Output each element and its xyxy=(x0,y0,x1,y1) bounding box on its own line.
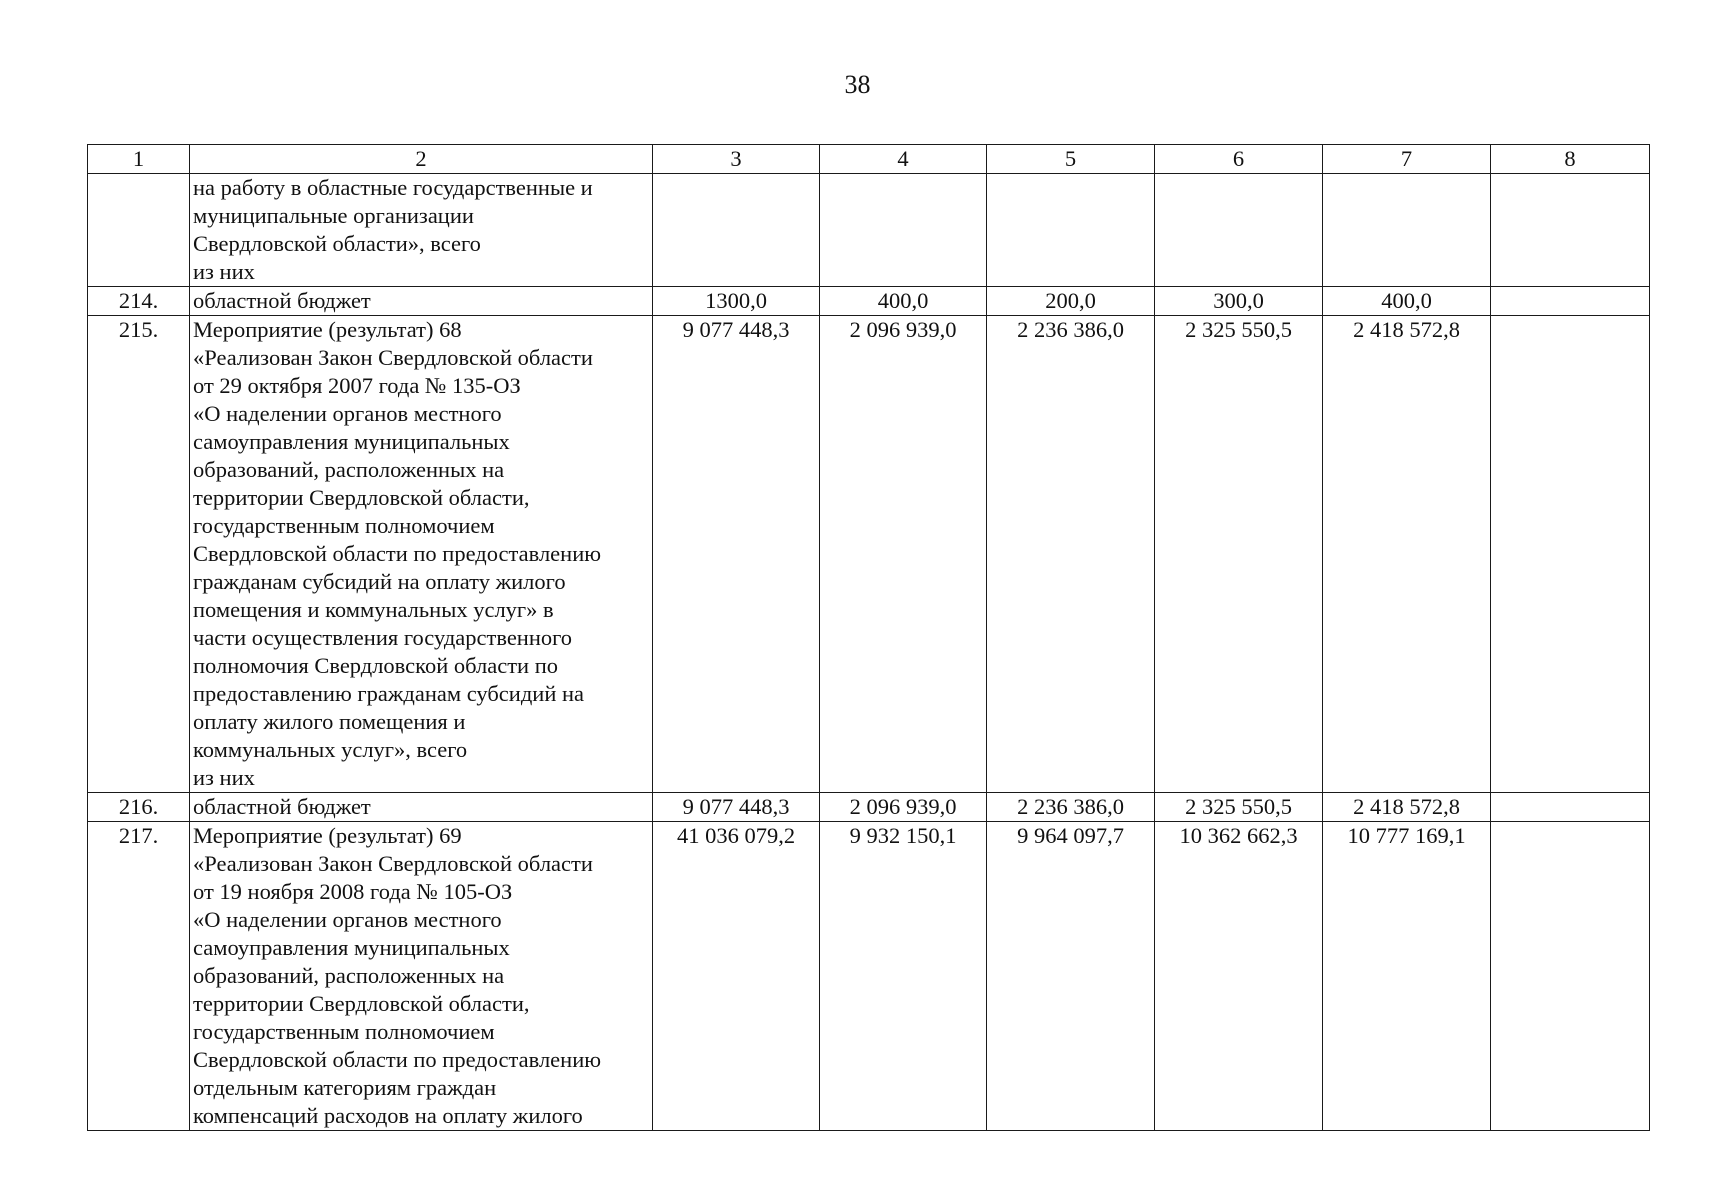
description-line: муниципальные организации xyxy=(193,203,474,228)
value-col-7 xyxy=(1323,174,1491,287)
value-col-7: 10 777 169,1 xyxy=(1323,822,1491,1131)
row-description xyxy=(190,287,653,316)
value-col-6: 2 325 550,5 xyxy=(1155,793,1323,822)
description-line: на работу в областные государственные и xyxy=(193,175,593,200)
description-line: гражданам субсидий на оплату жилого xyxy=(193,569,566,594)
value-col-7: 2 418 572,8 xyxy=(1323,793,1491,822)
row-number xyxy=(88,174,190,287)
value-col-8 xyxy=(1491,793,1650,822)
value-col-5: 9 964 097,7 xyxy=(987,822,1155,1131)
description-line: территории Свердловской области, xyxy=(193,991,530,1016)
description-line: коммунальных услуг», всего xyxy=(193,737,468,762)
description-line: областной бюджет xyxy=(193,288,371,313)
row-number: 215. xyxy=(88,316,190,793)
description-line: от 29 октября 2007 года № 135-ОЗ xyxy=(193,373,521,398)
value-col-4: 9 932 150,1 xyxy=(820,822,987,1131)
value-col-4 xyxy=(820,174,987,287)
table-row xyxy=(88,793,1650,822)
value-col-5 xyxy=(987,174,1155,287)
description-line: Мероприятие (результат) 69 xyxy=(193,823,462,848)
value-col-3: 9 077 448,3 xyxy=(653,793,820,822)
table-row xyxy=(88,316,1650,793)
row-number: 217. xyxy=(88,822,190,1131)
header-col-8: 8 xyxy=(1491,145,1650,174)
value-col-3 xyxy=(653,174,820,287)
value-col-8 xyxy=(1491,174,1650,287)
value-col-7: 2 418 572,8 xyxy=(1323,316,1491,793)
description-line: государственным полномочием xyxy=(193,513,495,538)
value-col-5: 2 236 386,0 xyxy=(987,793,1155,822)
description-line: из них xyxy=(193,259,255,284)
description-line: от 19 ноября 2008 года № 105-ОЗ xyxy=(193,879,513,904)
description-line: «Реализован Закон Свердловской области xyxy=(193,851,593,876)
row-description xyxy=(190,793,653,822)
header-row xyxy=(88,145,1650,174)
description-line: «Реализован Закон Свердловской области xyxy=(193,345,593,370)
table-body xyxy=(88,174,1650,1131)
value-col-3: 1300,0 xyxy=(653,287,820,316)
header-col-3: 3 xyxy=(653,145,820,174)
table-row xyxy=(88,174,1650,287)
description-line: «О наделении органов местного xyxy=(193,401,502,426)
value-col-8 xyxy=(1491,822,1650,1131)
description-line: полномочия Свердловской области по xyxy=(193,653,558,678)
value-col-8 xyxy=(1491,287,1650,316)
description-line: территории Свердловской области, xyxy=(193,485,530,510)
description-line: областной бюджет xyxy=(193,794,371,819)
value-col-8 xyxy=(1491,316,1650,793)
row-number: 214. xyxy=(88,287,190,316)
description-line: образований, расположенных на xyxy=(193,963,505,988)
description-line: из них xyxy=(193,765,255,790)
value-col-7: 400,0 xyxy=(1323,287,1491,316)
header-col-7: 7 xyxy=(1323,145,1491,174)
row-description xyxy=(190,822,653,1131)
description-line: самоуправления муниципальных xyxy=(193,935,510,960)
header-col-2: 2 xyxy=(190,145,653,174)
description-line: «О наделении органов местного xyxy=(193,907,502,932)
header-col-4: 4 xyxy=(820,145,987,174)
row-description xyxy=(190,316,653,793)
description-line: помещения и коммунальных услуг» в xyxy=(193,597,554,622)
description-line: самоуправления муниципальных xyxy=(193,429,510,454)
value-col-6: 10 362 662,3 xyxy=(1155,822,1323,1131)
row-number: 216. xyxy=(88,793,190,822)
description-line: образований, расположенных на xyxy=(193,457,505,482)
value-col-4: 2 096 939,0 xyxy=(820,793,987,822)
header-col-6: 6 xyxy=(1155,145,1323,174)
description-line: части осуществления государственного xyxy=(193,625,573,650)
value-col-3: 9 077 448,3 xyxy=(653,316,820,793)
value-col-6 xyxy=(1155,174,1323,287)
description-line: Свердловской области по предоставлению xyxy=(193,541,602,566)
description-line: государственным полномочием xyxy=(193,1019,495,1044)
value-col-5: 2 236 386,0 xyxy=(987,316,1155,793)
value-col-4: 400,0 xyxy=(820,287,987,316)
value-col-6: 300,0 xyxy=(1155,287,1323,316)
row-description xyxy=(190,174,653,287)
value-col-3: 41 036 079,2 xyxy=(653,822,820,1131)
value-col-5: 200,0 xyxy=(987,287,1155,316)
table-row xyxy=(88,822,1650,1131)
description-line: Свердловской области по предоставлению xyxy=(193,1047,602,1072)
value-col-6: 2 325 550,5 xyxy=(1155,316,1323,793)
description-line: отдельным категориям граждан xyxy=(193,1075,497,1100)
description-line: компенсаций расходов на оплату жилого xyxy=(193,1103,583,1128)
budget-table xyxy=(87,144,1650,1131)
description-line: предоставлению гражданам субсидий на xyxy=(193,681,585,706)
description-line: Свердловской области», всего xyxy=(193,231,481,256)
description-line: Мероприятие (результат) 68 xyxy=(193,317,462,342)
page-number: 38 xyxy=(844,70,871,99)
description-line: оплату жилого помещения и xyxy=(193,709,466,734)
value-col-4: 2 096 939,0 xyxy=(820,316,987,793)
table-row xyxy=(88,287,1650,316)
header-col-5: 5 xyxy=(987,145,1155,174)
header-col-1: 1 xyxy=(88,145,190,174)
